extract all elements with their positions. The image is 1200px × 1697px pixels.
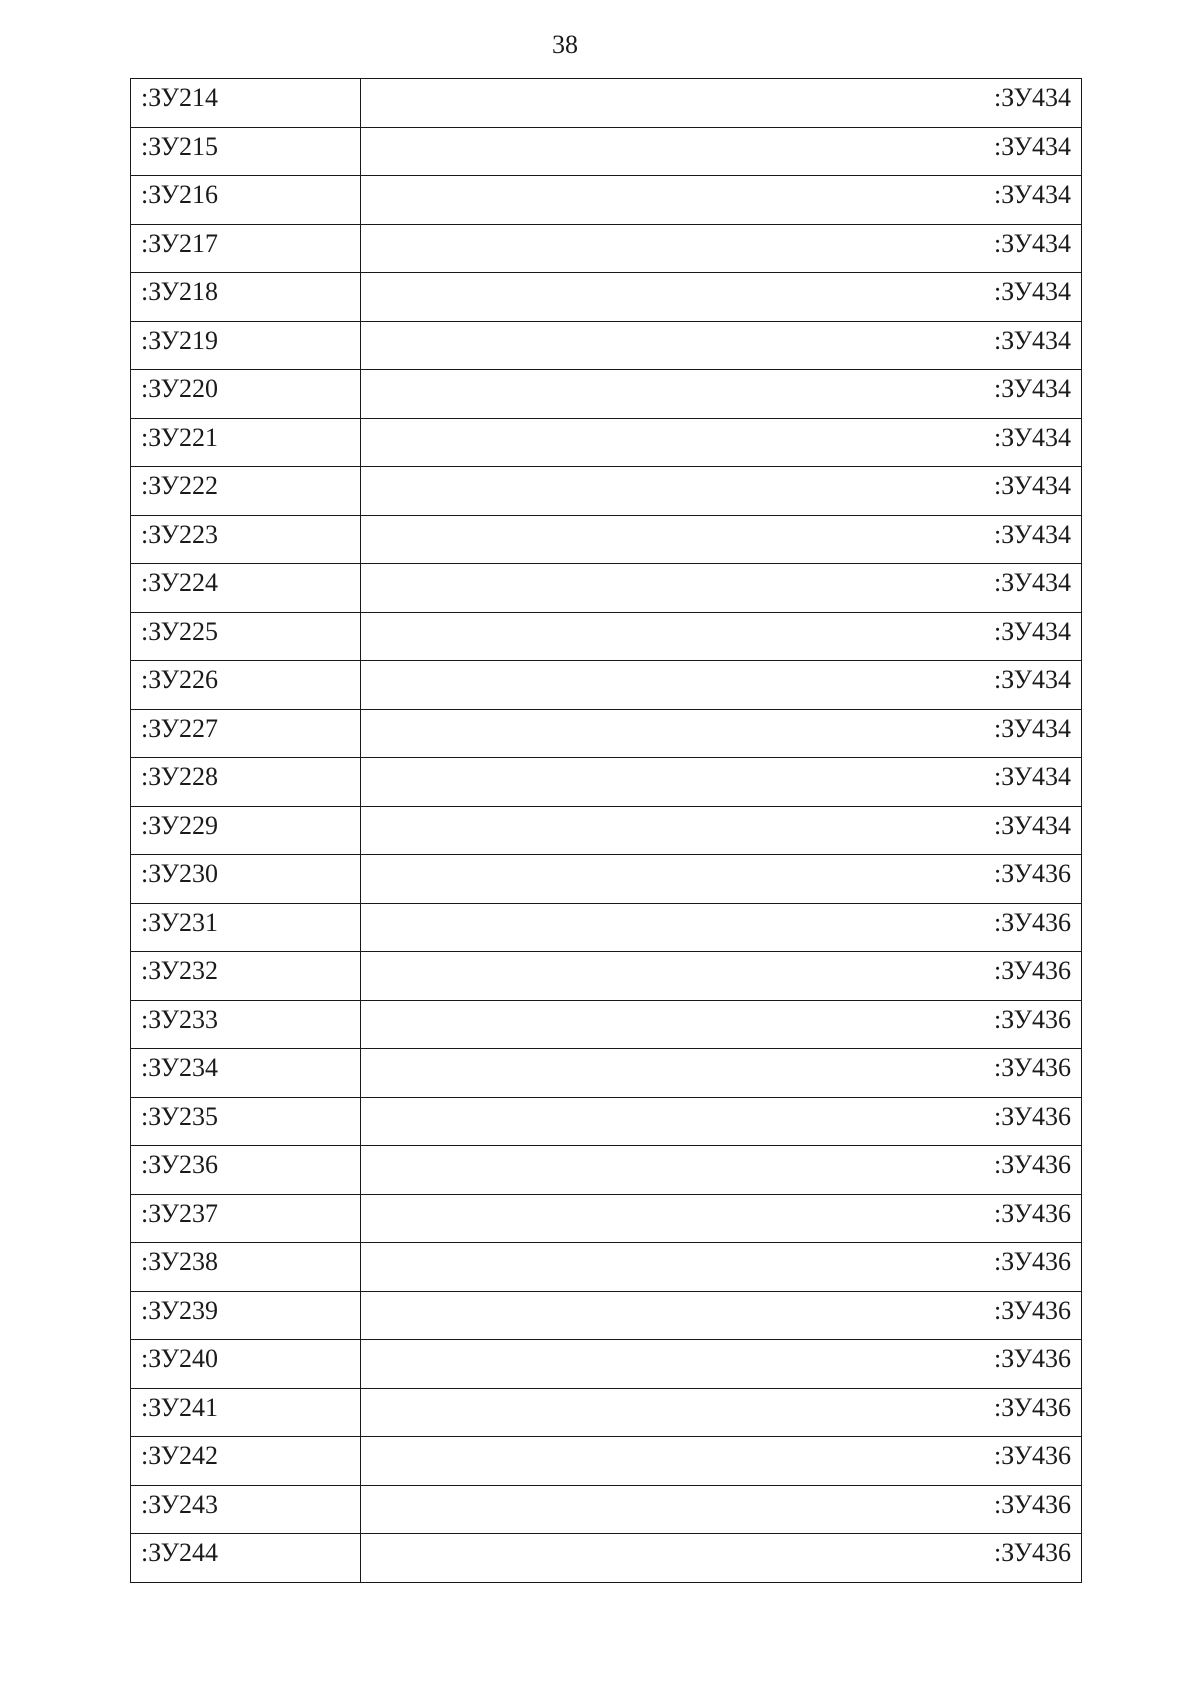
table-cell-source: :ЗУ231 <box>131 903 361 952</box>
table-cell-target: :ЗУ436 <box>361 1437 1082 1486</box>
table-cell-source: :ЗУ214 <box>131 79 361 128</box>
table-cell-target: :ЗУ436 <box>361 1485 1082 1534</box>
table-row <box>131 224 1082 273</box>
table-cell-source: :ЗУ227 <box>131 709 361 758</box>
table-row <box>131 127 1082 176</box>
table-cell-target: :ЗУ434 <box>361 661 1082 710</box>
table-row <box>131 612 1082 661</box>
table-cell-source: :ЗУ220 <box>131 370 361 419</box>
page-number: 38 <box>552 30 578 59</box>
table-row <box>131 1097 1082 1146</box>
table-row <box>131 952 1082 1001</box>
table-cell-source: :ЗУ235 <box>131 1097 361 1146</box>
table-row <box>131 515 1082 564</box>
table-row <box>131 176 1082 225</box>
table-cell-target: :ЗУ436 <box>361 1340 1082 1389</box>
document-table <box>130 78 1082 1583</box>
table-row <box>131 321 1082 370</box>
table-cell-source: :ЗУ225 <box>131 612 361 661</box>
table-row <box>131 1534 1082 1583</box>
table-row <box>131 564 1082 613</box>
table-cell-source: :ЗУ242 <box>131 1437 361 1486</box>
table-cell-target: :ЗУ434 <box>361 758 1082 807</box>
table-cell-target: :ЗУ436 <box>361 1097 1082 1146</box>
table-cell-source: :ЗУ228 <box>131 758 361 807</box>
table-cell-target: :ЗУ434 <box>361 564 1082 613</box>
table-cell-source: :ЗУ234 <box>131 1049 361 1098</box>
table-cell-target: :ЗУ434 <box>361 515 1082 564</box>
table-row <box>131 661 1082 710</box>
table-cell-source: :ЗУ224 <box>131 564 361 613</box>
table-cell-source: :ЗУ244 <box>131 1534 361 1583</box>
table-row <box>131 1388 1082 1437</box>
table-cell-target: :ЗУ436 <box>361 1000 1082 1049</box>
table-cell-target: :ЗУ434 <box>361 370 1082 419</box>
table-cell-source: :ЗУ223 <box>131 515 361 564</box>
table-cell-target: :ЗУ436 <box>361 903 1082 952</box>
table-cell-target: :ЗУ436 <box>361 1534 1082 1583</box>
table-cell-source: :ЗУ218 <box>131 273 361 322</box>
table-cell-target: :ЗУ434 <box>361 418 1082 467</box>
table-cell-source: :ЗУ221 <box>131 418 361 467</box>
table-cell-source: :ЗУ239 <box>131 1291 361 1340</box>
table-cell-target: :ЗУ436 <box>361 1291 1082 1340</box>
table-cell-source: :ЗУ238 <box>131 1243 361 1292</box>
table-row <box>131 370 1082 419</box>
table-cell-source: :ЗУ215 <box>131 127 361 176</box>
table-cell-target: :ЗУ436 <box>361 952 1082 1001</box>
table-body <box>131 79 1082 1583</box>
table-cell-source: :ЗУ232 <box>131 952 361 1001</box>
table-row <box>131 467 1082 516</box>
table-cell-source: :ЗУ241 <box>131 1388 361 1437</box>
table-cell-target: :ЗУ436 <box>361 1194 1082 1243</box>
table-cell-source: :ЗУ217 <box>131 224 361 273</box>
document-table-wrapper <box>130 78 1082 1583</box>
table-cell-source: :ЗУ236 <box>131 1146 361 1195</box>
table-cell-source: :ЗУ222 <box>131 467 361 516</box>
table-cell-source: :ЗУ219 <box>131 321 361 370</box>
table-row <box>131 418 1082 467</box>
table-cell-target: :ЗУ434 <box>361 79 1082 128</box>
table-row <box>131 1146 1082 1195</box>
table-row <box>131 1243 1082 1292</box>
table-cell-target: :ЗУ434 <box>361 709 1082 758</box>
table-cell-source: :ЗУ237 <box>131 1194 361 1243</box>
table-cell-source: :ЗУ229 <box>131 806 361 855</box>
table-cell-target: :ЗУ434 <box>361 176 1082 225</box>
table-cell-target: :ЗУ436 <box>361 1146 1082 1195</box>
table-row <box>131 1291 1082 1340</box>
table-row <box>131 855 1082 904</box>
table-cell-target: :ЗУ434 <box>361 612 1082 661</box>
table-row <box>131 1049 1082 1098</box>
table-row <box>131 79 1082 128</box>
table-row <box>131 709 1082 758</box>
table-row <box>131 1437 1082 1486</box>
table-cell-source: :ЗУ233 <box>131 1000 361 1049</box>
table-cell-target: :ЗУ434 <box>361 224 1082 273</box>
table-cell-source: :ЗУ216 <box>131 176 361 225</box>
table-cell-source: :ЗУ230 <box>131 855 361 904</box>
table-cell-source: :ЗУ240 <box>131 1340 361 1389</box>
table-row <box>131 758 1082 807</box>
table-cell-target: :ЗУ434 <box>361 321 1082 370</box>
table-row <box>131 1340 1082 1389</box>
table-cell-source: :ЗУ243 <box>131 1485 361 1534</box>
table-cell-target: :ЗУ436 <box>361 855 1082 904</box>
table-cell-target: :ЗУ434 <box>361 806 1082 855</box>
table-cell-target: :ЗУ436 <box>361 1388 1082 1437</box>
table-row <box>131 1485 1082 1534</box>
table-cell-target: :ЗУ436 <box>361 1243 1082 1292</box>
table-cell-source: :ЗУ226 <box>131 661 361 710</box>
table-row <box>131 806 1082 855</box>
table-cell-target: :ЗУ436 <box>361 1049 1082 1098</box>
table-cell-target: :ЗУ434 <box>361 127 1082 176</box>
table-row <box>131 903 1082 952</box>
table-row <box>131 273 1082 322</box>
table-cell-target: :ЗУ434 <box>361 273 1082 322</box>
table-cell-target: :ЗУ434 <box>361 467 1082 516</box>
table-row <box>131 1194 1082 1243</box>
table-row <box>131 1000 1082 1049</box>
